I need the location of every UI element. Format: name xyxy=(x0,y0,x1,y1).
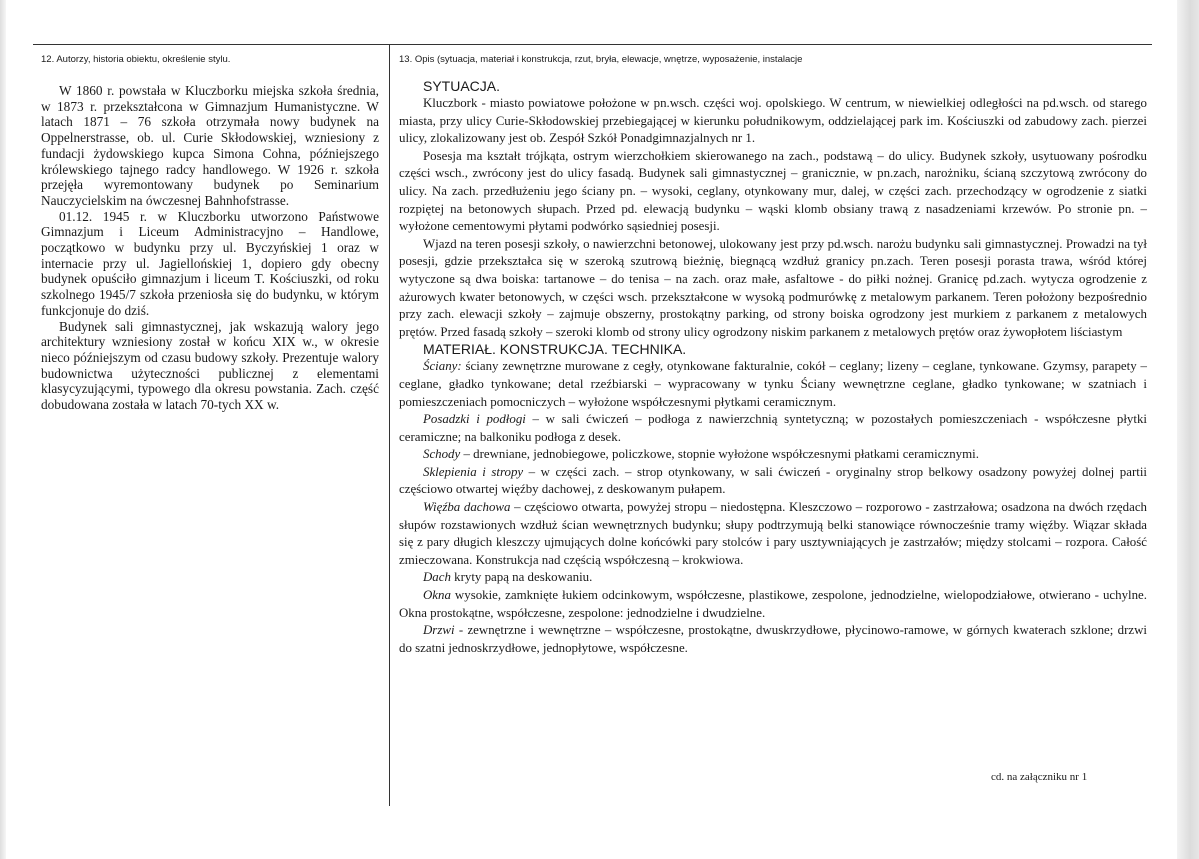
material-paragraph xyxy=(399,411,1147,446)
material-text: – drewniane, jednobiegowe, policzkowe, stopnie wyłożone współczesnymi płatkami ceramicznymi. xyxy=(460,447,979,462)
continuation-note: cd. na załączniku nr 1 xyxy=(991,771,1088,783)
material-term: Schody xyxy=(423,447,461,462)
material-text: – częściowo otwarta, powyżej stropu – niedostępna. Kleszczowo – rozporowo - zastrzałowa; osadzona na dwóch rzędach słupów rozstawionych wzdłuż ścian wewnętrznych budynku; słupy podtrzymują belki stanowiące równocześnie tramy więźby. Wiązar składa się z pary długich kleszczy ujmujących dolne końcówki pary stolców i pary usztywniających je zastrzałów; między stolcami – rozpora. Całość zmieczowana. Konstrukcja nad częścią współczesną – krokwiowa. xyxy=(399,500,1147,567)
material-paragraph xyxy=(399,446,1147,464)
material-term: Dach xyxy=(423,570,451,585)
history-paragraph: 01.12. 1945 r. w Kluczborku utworzono Państwowe Gimnazjum i Liceum Administracyjno – Handlowe, początkowo w budynku przy ul. Byczyńskiej 1 oraz w internacie przy ul. Jagiellońskiej 1, dopiero gdy obecny budynek opuściło gimnazjum i liceum T. Kościuszki, od roku szkolnego 1945/7 szkoła przeniosła się do budynku, w którym funkcjonuje do dziś. xyxy=(41,208,379,318)
column-divider xyxy=(389,44,390,806)
top-rule xyxy=(33,44,1152,45)
material-paragraph xyxy=(399,622,1147,657)
material-text: ściany zewnętrzne murowane z cegły, otynkowane fakturalnie, cokół – ceglany; lizeny – ceglane, tynkowane. Gzymsy, parapety – ceglane, gładko tynkowane; detal rzeźbiarski – wypracowany w tynku Ściany wewnętrzne ceglane, gładko tynkowane; w szatniach i pomieszczeniach pomocniczych – wyłożone współczesnymi płytkami ceramicznym. xyxy=(399,359,1147,409)
material-term: Sklepienia i stropy xyxy=(423,464,524,479)
description-body xyxy=(399,78,1147,657)
description-column xyxy=(399,54,1147,657)
material-text: wysokie, zamknięte łukiem odcinkowym, współczesne, plastikowe, zespolone, jednodzielne, wielopodziałowe, otwierano - uchylne. Okna prostokątne, współczesne, zespolone: jednodzielne i dwudzielne. xyxy=(399,588,1147,620)
section-heading-situation: SYTUACJA. xyxy=(423,78,501,94)
material-paragraph xyxy=(399,587,1147,622)
material-term: Ściany: xyxy=(423,359,462,374)
history-paragraph: W 1860 r. powstała w Kluczborku miejska szkoła średnia, w 1873 r. przekształcona w Gimnazjum Humanistyczne. W latach 1871 – 76 szkoła otrzymała nowy budynek na Oppelnerstrasse, ob. ul. Curie Skłodowskiej, wzniesiony z fundacji żydowskiego kupca Simona Cohna, późniejszego królewskiego tajnego radcy handlowego. W 1926 r. szkoła przejęła wyremontowany budynek po Seminarium Nauczycielskim na ówczesnej Bahnhofstrasse. xyxy=(41,83,379,208)
material-paragraph xyxy=(399,569,1147,587)
situation-paragraph: Wjazd na teren posesji szkoły, o nawierzchni betonowej, ulokowany jest przy pd.wsch. narożu budynku sali gimnastycznej. Prowadzi na tył posesji, gdzie przekształca się w szeroką szutrową bieżnię, biegnącą wzdłuż granicy pn.zach. Teren posesji porasta trawa, wśród której wytyczone są dwa boiska: tartanowe – do tenisa – na zach. oraz małe, asfaltowe - do piłki nożnej. Granicę pd.zach. wytycza ogrodzenie z ażurowych kwater betonowych, w części wsch. przekształcone w wysoką podmurówkę z metalowym parkanem. Teren położony bezpośrednio przy zach. elewacji szkoły – zajmuje obszerny, prostokątny parking, od strony boiska ogrodzony jest murkiem z parkanem z metalowych prętów. Przed fasadą szkoły – szeroki klomb od strony ulicy ogrodzony niskim parkanem z metalowych prętów oraz żywopłotem liściastym xyxy=(399,236,1147,339)
material-text: – w części zach. – strop otynkowany, w sali ćwiczeń - oryginalny strop belkowy osadzony powyżej dolnej partii częściowo otwartej więźby dachowej, z deskowanym pułapem. xyxy=(399,464,1147,497)
material-term: Drzwi xyxy=(423,623,455,638)
material-term: Okna xyxy=(423,588,451,603)
material-text: - zewnętrzne i wewnętrzne – współczesne, prostokątne, dwuskrzydłowe, płycinowo-ramowe, w górnych kwaterach szklone; drzwi do szatni jednoskrzydłowe, jednopłytowe, współczesne. xyxy=(399,623,1147,655)
situation-paragraph: Kluczbork - miasto powiatowe położone w pn.wsch. części woj. opolskiego. W centrum, w niewielkiej odległości na pd.wsch. od starego miasta, przy ulicy Curie-Skłodowskiej przebiegającej w kierunku południkowym, oddzielającej park im. Kościuszki od zabudowy zach. pierzei ulicy, zlokalizowany jest ob. Zespół Szkół Ponadgimnazjalnych nr 1. xyxy=(399,96,1147,146)
material-text: – w sali ćwiczeń – podłoga z nawierzchnią syntetyczną; w pozostałych pomieszczeniach - współczesne płytki ceramiczne; na balkoniku podłoga z desek. xyxy=(399,412,1147,444)
section-heading-material: MATERIAŁ. KONSTRUKCJA. TECHNIKA. xyxy=(423,341,687,358)
scan-edge-right xyxy=(1177,0,1199,859)
material-text: kryty papą na deskowaniu. xyxy=(450,570,593,585)
material-paragraph xyxy=(399,464,1147,499)
material-term: Posadzki i podłogi xyxy=(423,412,526,427)
material-term: Więźba dachowa xyxy=(423,500,511,515)
material-paragraph xyxy=(399,499,1147,569)
situation-paragraph: Posesja ma kształt trójkąta, ostrym wierzchołkiem skierowanego na zach., podstawą – do ulicy. Budynek szkoły, usytuowany pośrodku części wsch., zwrócony jest do ulicy fasadą. Budynek sali gimnastycznej – granicznie, w pn.zach, narożniku, ścianą szczytową zwrócony do ulicy. Na zach. przedłużeniu jego ściany pn. – wysoki, ceglany, otynkowany mur, dalej, w części zach. przechodzący w ogrodzenie z siatki rozpiętej na betonowych słupach. Przed pd. elewacją budynku – wąski klomb obsiany trawą z nasadzeniami krzewów. Po stronie pn. – wyłożone cementowymi płytami podwórko sąsiedniej posesji. xyxy=(399,148,1147,234)
description-header: 13. Opis (sytuacja, materiał i konstrukcja, rzut, bryła, elewacje, wnętrze, wyposażenie, instalacje xyxy=(399,54,803,65)
history-header: 12. Autorzy, historia obiektu, określenie stylu. xyxy=(41,54,231,65)
history-paragraph: Budynek sali gimnastycznej, jak wskazują walory jego architektury wzniesiony został w końcu XIX w., w okresie nieco późniejszym od czasu budowy szkoły. Prezentuje walory budownictwa użyteczności publicznej z elementami klasycyzującymi, typowego dla okresu powstania. Zach. część dobudowana została w latach 70-tych XX w. xyxy=(41,318,379,413)
scan-edge-left xyxy=(0,0,6,859)
form-frame xyxy=(33,44,1152,824)
history-body xyxy=(41,83,379,413)
history-column xyxy=(41,54,379,413)
material-paragraph xyxy=(399,358,1147,411)
